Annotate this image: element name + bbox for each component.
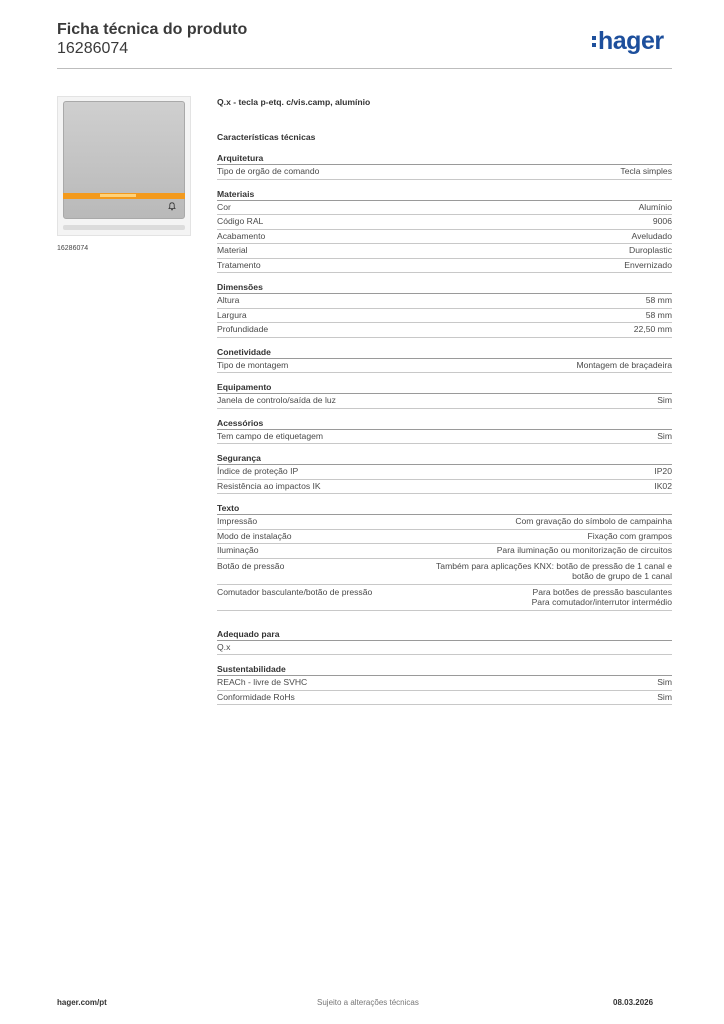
product-image (57, 96, 191, 236)
spec-group-title: Texto (217, 503, 672, 515)
spec-value (639, 201, 672, 215)
spec-value-line: 58 mm (645, 309, 672, 320)
page-title: Ficha técnica do produto (57, 21, 248, 38)
spec-key: Acabamento (217, 230, 266, 241)
spec-value (657, 394, 672, 408)
spec-group (217, 453, 672, 494)
spec-key: Largura (217, 309, 247, 320)
spec-group (217, 418, 672, 445)
spec-value-line: 22,50 mm (633, 324, 672, 334)
spec-row (217, 691, 672, 706)
spec-value (646, 294, 672, 308)
spec-value-line: Sim (657, 395, 672, 405)
spec-row (217, 259, 672, 274)
spec-group-title: Conetividade (217, 347, 672, 359)
spec-group (217, 664, 672, 705)
spec-value (436, 561, 672, 582)
spec-value-line: Aveludado (631, 230, 672, 241)
spec-row (217, 323, 672, 338)
spec-row (217, 201, 672, 216)
spec-group (217, 153, 672, 180)
spec-key: Material (217, 245, 248, 255)
spec-row (217, 294, 672, 309)
section-heading: Características técnicas (217, 132, 316, 142)
logo-text: hager (598, 27, 664, 55)
spec-value (515, 515, 672, 529)
spec-row (217, 430, 672, 445)
spec-key: Comutador basculante/botão de pressão (217, 586, 373, 597)
spec-value (629, 244, 672, 258)
spec-value (497, 544, 672, 558)
spec-key: Tipo de orgão de comando (217, 166, 320, 176)
spec-value (657, 430, 672, 444)
spec-key: Profundidade (217, 324, 269, 334)
spec-row (217, 530, 672, 545)
spec-row (217, 585, 672, 611)
image-caption: 16286074 (57, 245, 89, 252)
spec-key: Botão de pressão (217, 560, 285, 571)
logo-mark-icon (592, 36, 596, 47)
spec-group-title: Segurança (217, 453, 672, 465)
spec-value (532, 587, 672, 608)
spec-value-line: IK02 (654, 480, 672, 491)
spec-key: Altura (217, 295, 240, 305)
spec-key: Tipo de montagem (217, 359, 289, 370)
spec-value (653, 215, 672, 229)
spec-group-title: Materiais (217, 189, 672, 201)
switch-base (63, 225, 185, 230)
spec-value-line: botão de grupo de 1 canal (572, 571, 672, 581)
spec-key: Modo de instalação (217, 530, 292, 541)
spec-value (657, 691, 672, 705)
spec-value (634, 323, 672, 337)
spec-group-title: Adequado para (217, 629, 672, 641)
spec-content (217, 97, 672, 705)
footer-website: hager.com/pt (57, 998, 107, 1007)
spec-key: REACh - livre de SVHC (217, 677, 308, 687)
spec-value (654, 480, 672, 494)
spec-value-line: Para iluminação ou monitorização de circuitos (496, 545, 672, 555)
spec-value-line: Alumínio (638, 201, 672, 212)
spec-group-title: Arquitetura (217, 153, 672, 165)
spec-value-line: IP20 (654, 466, 672, 476)
spec-row (217, 465, 672, 480)
spec-key: Janela de controlo/saída de luz (217, 395, 336, 405)
spec-key: Q.x (217, 641, 231, 652)
spec-value-line: Duroplastic (629, 245, 672, 255)
spec-key: Tem campo de etiquetagem (217, 430, 324, 441)
spec-groups (217, 153, 672, 705)
spec-value (632, 230, 672, 244)
product-code: 16286074 (57, 40, 129, 57)
spec-value (624, 259, 672, 273)
spec-value-line: Fixação com grampos (587, 530, 672, 541)
spec-row (217, 544, 672, 559)
spec-row (217, 515, 672, 530)
spec-row (217, 359, 672, 374)
spec-group-title: Acessórios (217, 418, 672, 430)
spec-group (217, 629, 672, 656)
spec-key: Impressão (217, 516, 258, 526)
spec-row (217, 309, 672, 324)
spec-group (217, 282, 672, 338)
spec-row (217, 676, 672, 691)
spec-value-line: Envernizado (624, 259, 672, 270)
spec-row (217, 480, 672, 495)
spec-value (657, 676, 672, 690)
spec-key: Índice de proteção IP (217, 466, 299, 476)
header-divider (57, 68, 672, 69)
spec-key: Tratamento (217, 259, 261, 270)
spec-value (620, 165, 672, 179)
footer-disclaimer: Sujeito a alterações técnicas (317, 998, 419, 1007)
spec-row (217, 559, 672, 585)
spec-value-line: Sim (657, 691, 672, 702)
spec-value-line: Também para aplicações KNX: botão de pressão de 1 canal e (436, 560, 672, 571)
bell-icon (167, 201, 177, 211)
spec-row (217, 165, 672, 180)
spec-key: Resistência ao impactos IK (217, 480, 321, 491)
spec-value-line: Montagem de braçadeira (576, 359, 672, 370)
spec-value (576, 359, 672, 373)
light-window (100, 194, 136, 197)
spec-value (654, 465, 672, 479)
spec-value (587, 530, 672, 544)
spec-value-line: Sim (657, 677, 672, 687)
spec-group (217, 347, 672, 374)
footer-date: 08.03.2026 (613, 998, 654, 1007)
spec-row (217, 394, 672, 409)
product-name: Q.x - tecla p-etq. c/vis.camp, alumínio (217, 97, 371, 107)
spec-group-title: Dimensões (217, 282, 672, 294)
spec-group (217, 382, 672, 409)
spec-value-line: Sim (657, 430, 672, 441)
spec-value (646, 309, 672, 323)
spec-value-line: 9006 (652, 216, 672, 226)
spec-group (217, 189, 672, 274)
spec-group-title: Equipamento (217, 382, 672, 394)
spec-key: Iluminação (217, 545, 259, 555)
spec-row (217, 230, 672, 245)
spec-group (217, 503, 672, 611)
spec-value-line: Para comutador/interrutor intermédio (531, 597, 672, 607)
spec-key: Cor (217, 201, 231, 212)
spec-row (217, 215, 672, 230)
spec-key: Código RAL (217, 216, 264, 226)
spec-value-line: Para botões de pressão basculantes (532, 586, 672, 597)
spec-value-line: Com gravação do símbolo de campainha (515, 516, 672, 526)
spec-value-line: 58 mm (645, 295, 672, 305)
spec-value-line: Tecla simples (620, 166, 672, 176)
spec-row (217, 641, 672, 656)
spec-key: Conformidade RoHs (217, 691, 295, 702)
hager-logo (592, 27, 664, 56)
spec-row (217, 244, 672, 259)
spec-group-title: Sustentabilidade (217, 664, 672, 676)
